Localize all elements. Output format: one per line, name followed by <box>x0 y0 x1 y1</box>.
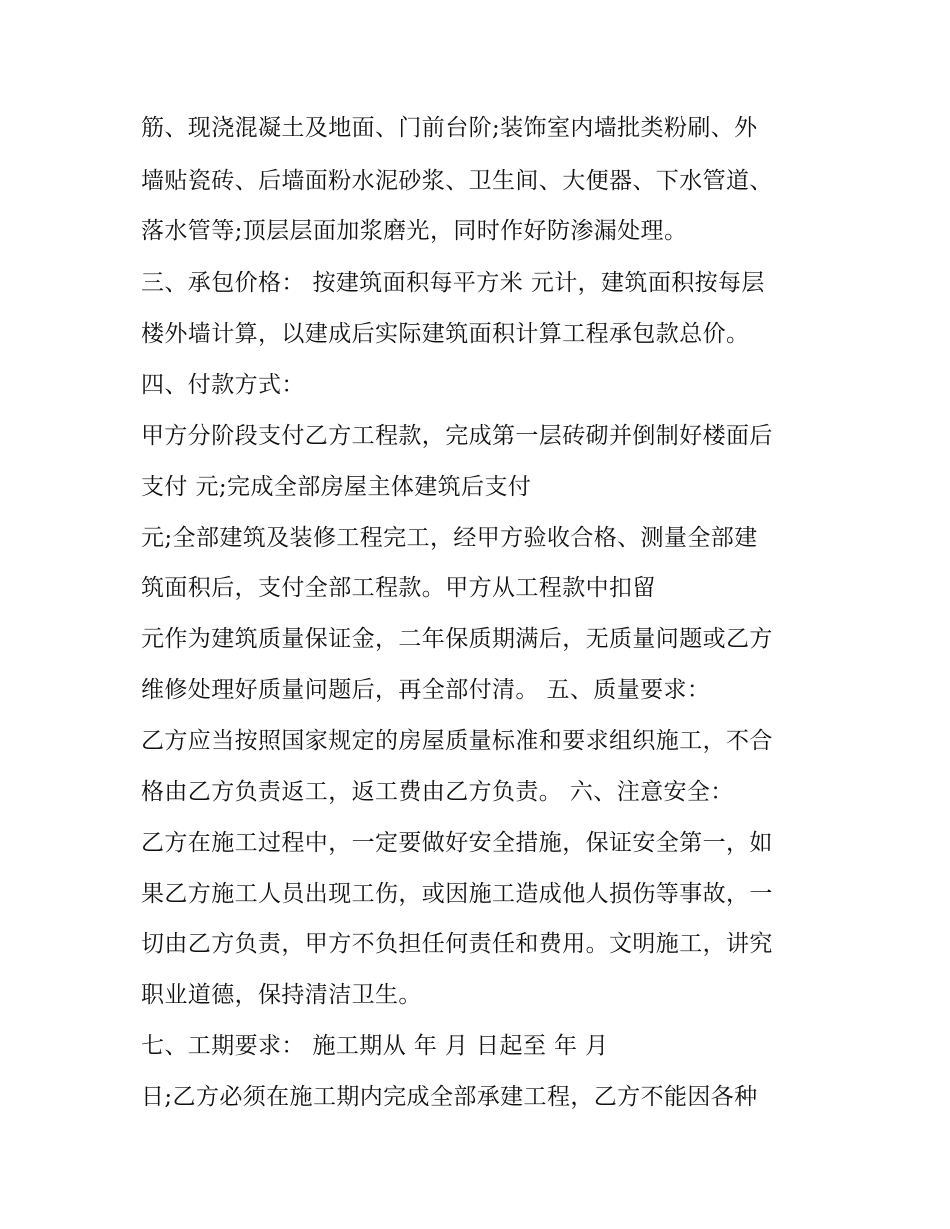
text-line: 支付 元;完成全部房屋主体建筑后支付 <box>141 474 532 500</box>
text-line: 元;全部建筑及装修工程完工，经甲方验收合格、测量全部建 <box>141 525 758 551</box>
text-line: 墙贴瓷砖、后墙面粉水泥砂浆、卫生间、大便器、下水管道、 <box>141 168 773 194</box>
text-line: 元作为建筑质量保证金，二年保质期满后，无质量问题或乙方 <box>141 626 773 652</box>
text-line: 七、工期要求： 施工期从 年 月 日起至 年 月 <box>141 1033 609 1059</box>
text-line: 维修处理好质量问题后，再全部付清。 五、质量要求： <box>141 677 711 703</box>
text-line: 格由乙方负责返工，返工费由乙方负责。 六、注意安全： <box>141 779 734 805</box>
text-line: 日;乙方必须在施工期内完成全部承建工程，乙方不能因各种 <box>141 1084 758 1110</box>
section-heading: 四、付款方式： <box>141 372 305 398</box>
text-line: 乙方应当按照国家规定的房屋质量标准和要求组织施工，不合 <box>141 728 773 754</box>
text-line: 果乙方施工人员出现工伤，或因施工造成他人损伤等事故，一 <box>141 881 773 907</box>
text-line: 筋、现浇混凝土及地面、门前台阶;装饰室内墙批类粉刷、外 <box>141 115 758 141</box>
text-line: 楼外墙计算，以建成后实际建筑面积计算工程承包款总价。 <box>141 321 750 347</box>
text-line: 切由乙方负责，甲方不负担任何责任和费用。文明施工，讲究 <box>141 931 773 957</box>
text-line: 三、承包价格： 按建筑面积每平方米 元计，建筑面积按每层 <box>141 270 765 296</box>
text-line: 甲方分阶段支付乙方工程款，完成第一层砖砌并倒制好楼面后 <box>141 423 773 449</box>
text-line: 筑面积后，支付全部工程款。甲方从工程款中扣留 <box>141 575 656 601</box>
text-line: 落水管等;顶层层面加浆磨光，同时作好防渗漏处理。 <box>141 218 688 244</box>
text-line: 乙方在施工过程中，一定要做好安全措施，保证安全第一，如 <box>141 830 773 856</box>
text-line: 职业道德，保持清洁卫生。 <box>141 982 422 1008</box>
